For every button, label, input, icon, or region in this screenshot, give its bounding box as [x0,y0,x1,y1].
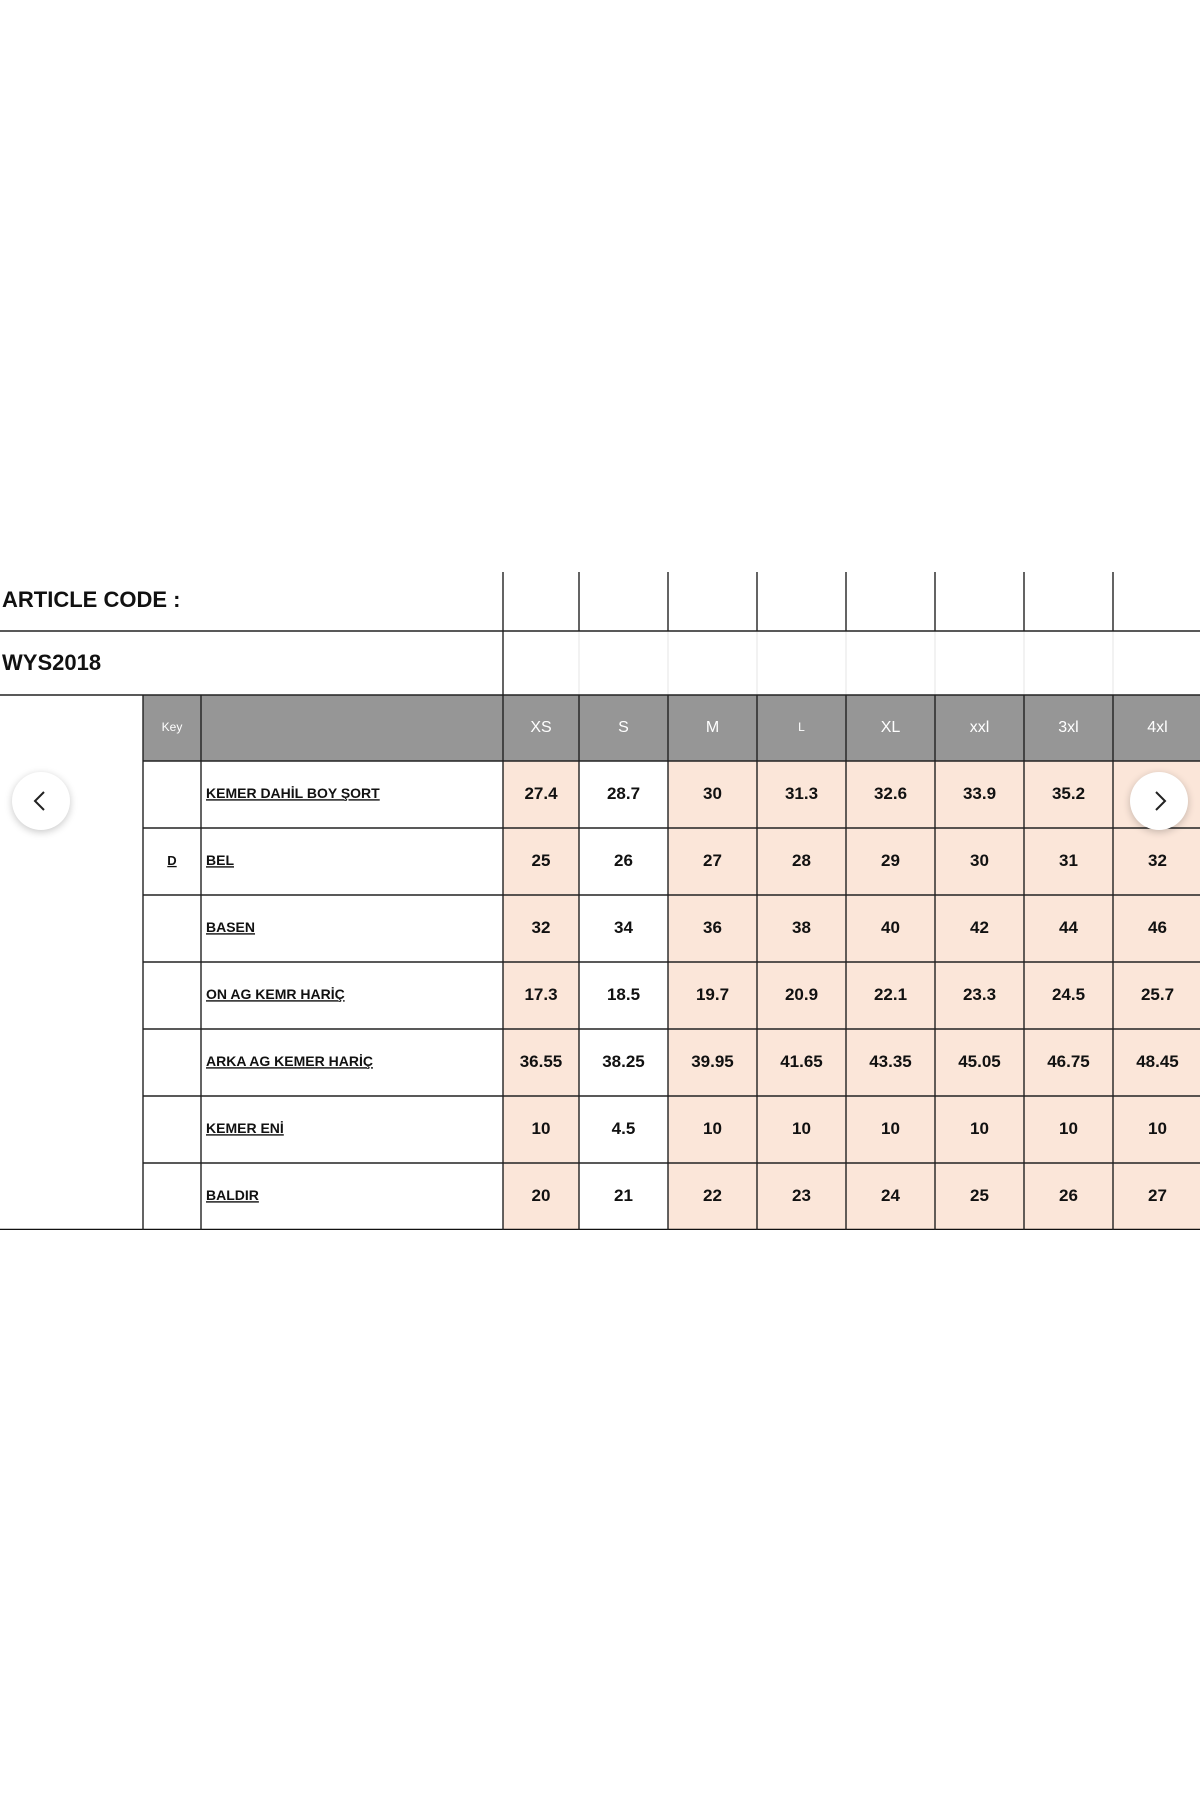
measurement-value: 25 [970,1185,989,1205]
article-code-label: ARTICLE CODE : [2,586,181,612]
measurement-label: BASEN [206,919,256,936]
measurement-value: 32 [1148,850,1167,870]
measurement-value: 28 [792,850,811,870]
measurement-value: 23 [792,1185,811,1205]
measurement-value: 44 [1059,917,1078,937]
measurement-value: 31 [1059,850,1078,870]
measurement-value: 24 [881,1185,900,1205]
measurement-label: KEMER ENİ [206,1120,284,1137]
measurement-value: 23.3 [962,984,997,1004]
measurement-value: 30 [970,850,989,870]
measurement-value: 36 [703,917,722,937]
measurement-value: 31.3 [784,783,819,803]
measurement-value: 17.3 [524,984,558,1004]
measurement-value: 36.55 [519,1051,563,1071]
measurement-value: 40 [881,917,900,937]
measurement-value: 10 [703,1118,722,1138]
measurement-value: 20.9 [784,984,819,1004]
measurement-value: 10 [792,1118,811,1138]
measurement-value: 20 [531,1185,551,1205]
measurement-value: 34 [614,917,633,937]
measurement-value: 33.9 [962,783,997,803]
carousel-prev-button[interactable] [12,772,70,830]
measurement-value: 45.05 [958,1051,1001,1071]
chevron-left-icon [28,788,54,814]
measurement-value: 10 [970,1118,989,1138]
article-code-value: WYS2018 [2,649,102,675]
measurement-value: 42 [970,917,989,937]
measurement-value: 27 [1148,1185,1167,1205]
carousel-next-button[interactable] [1130,772,1188,830]
measurement-value: 10 [881,1118,900,1138]
chevron-right-icon [1146,788,1172,814]
measurement-value: 22.1 [873,984,908,1004]
measurement-value: 32 [531,917,551,937]
measurement-value: 26 [1059,1185,1078,1205]
measurement-value: 38.25 [602,1051,645,1071]
measurement-value: 10 [531,1118,551,1138]
measurement-value: 24.5 [1051,984,1086,1004]
measurement-value: 46 [1148,917,1167,937]
measurement-value: 10 [1059,1118,1078,1138]
measurement-value: 21 [614,1185,633,1205]
measurement-value: 27 [703,850,722,870]
measurement-value: 4.5 [611,1118,636,1138]
size-header-xl: XL [880,719,901,737]
measurement-value: 43.35 [869,1051,912,1071]
size-header-xxl: xxl [969,719,990,737]
size-header-4xl: 4xl [1147,719,1168,737]
measurement-label: ARKA AG KEMER HARİÇ [206,1053,373,1070]
row-key: D [167,852,177,868]
measurement-value: 30 [703,783,722,803]
key-column-header: Key [161,720,183,735]
measurement-label: BEL [206,852,234,869]
measurement-label: BALDIR [206,1187,259,1204]
measurement-value: 28.7 [606,783,641,803]
size-header-3xl: 3xl [1058,719,1079,737]
measurement-value: 27.4 [524,783,558,803]
size-header-xs: XS [530,719,552,737]
measurement-value: 29 [881,850,900,870]
measurement-value: 25 [531,850,551,870]
measurement-value: 10 [1148,1118,1167,1138]
measurement-value: 38 [792,917,811,937]
measurement-value: 35.2 [1051,783,1086,803]
size-header-s: S [618,719,629,737]
measurement-value: 48.45 [1136,1051,1179,1071]
measurement-value: 18.5 [606,984,641,1004]
measurement-label: KEMER DAHİL BOY ŞORT [206,785,380,802]
measurement-value: 39.95 [691,1051,734,1071]
measurement-value: 41.65 [780,1051,823,1071]
measurement-value: 46.75 [1047,1051,1090,1071]
measurement-value: 25.7 [1140,984,1175,1004]
header-row-fill [143,695,1200,761]
measurement-value: 26 [614,850,633,870]
measurement-value: 22 [703,1185,722,1205]
size-header-m: M [705,719,720,737]
size-chart-svg [0,572,1200,1230]
measurement-value: 19.7 [695,984,730,1004]
measurement-label: ON AG KEMR HARİÇ [206,986,345,1003]
size-header-l: L [798,720,805,735]
measurement-value: 32.6 [873,783,908,803]
size-chart [0,572,1200,1230]
